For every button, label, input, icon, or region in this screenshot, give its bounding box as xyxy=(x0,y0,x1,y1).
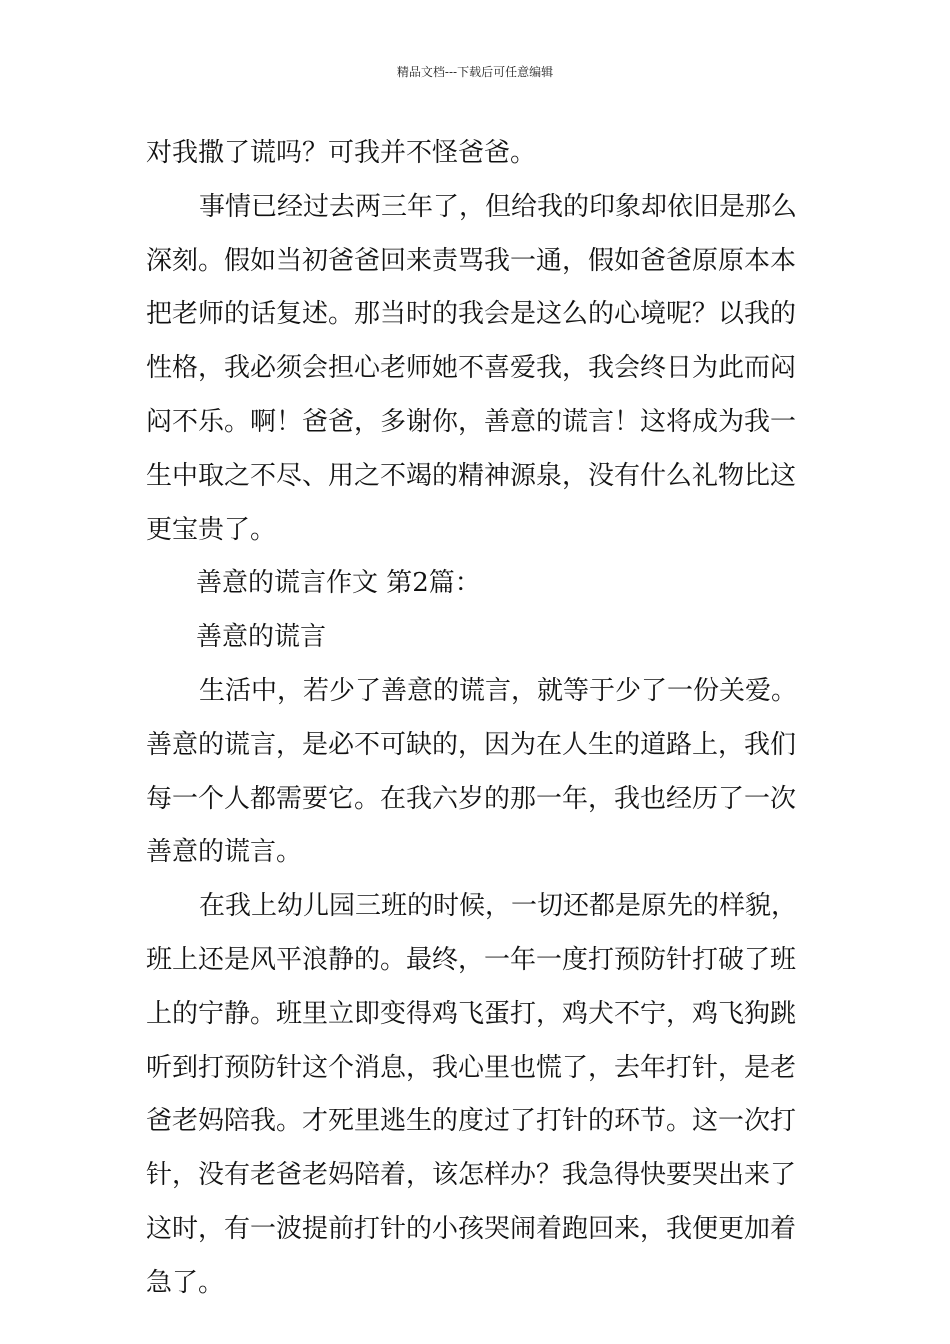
text-line: 爸老妈陪我。才死里逃生的度过了打针的环节。这一次打 xyxy=(146,1106,797,1137)
text-line: 性格，我必须会担心老师她不喜爱我，我会终日为此而闷 xyxy=(146,353,797,384)
text-line: 生活中，若少了善意的谎言，就等于少了一份关爱。 xyxy=(199,675,798,706)
text-line: 闷不乐。啊！爸爸，多谢你，善意的谎言！这将成为我一 xyxy=(146,406,797,437)
text-line: 善意的谎言。 xyxy=(146,837,303,868)
text-line: 班上还是风平浪静的。最终，一年一度打预防针打破了班 xyxy=(146,944,797,975)
text-line: 急了。 xyxy=(146,1267,225,1298)
text-line: 针，没有老爸老妈陪着，该怎样办？我急得快要哭出来了 xyxy=(146,1160,797,1191)
text-line: 每一个人都需要它。在我六岁的那一年，我也经历了一次 xyxy=(146,783,797,814)
text-line: 听到打预防针这个消息，我心里也慌了，去年打针，是老 xyxy=(146,1052,797,1083)
text-line: 生中取之不尽、用之不竭的精神源泉，没有什么礼物比这 xyxy=(146,460,797,491)
text-line: 上的宁静。班里立即变得鸡飞蛋打，鸡犬不宁，鸡飞狗跳 xyxy=(146,998,797,1029)
text-line: 这时，有一波提前打针的小孩哭闹着跑回来，我便更加着 xyxy=(146,1213,797,1244)
text-line: 更宝贵了。 xyxy=(146,514,277,545)
page-header: 精品文档---下载后可任意编辑 xyxy=(396,65,554,79)
text-line: 把老师的话复述。那当时的我会是这么的心境呢？以我的 xyxy=(146,299,797,330)
document-body xyxy=(146,127,822,1311)
text-line: 善意的谎言，是必不可缺的，因为在人生的道路上，我们 xyxy=(146,729,797,760)
article-title: 善意的谎言 xyxy=(196,622,327,653)
text-line: 对我撒了谎吗？可我并不怪爸爸。 xyxy=(146,138,537,168)
text-line: 在我上幼儿园三班的时候，一切还都是原先的样貌， xyxy=(199,891,798,922)
section-heading: 善意的谎言作文 第2篇： xyxy=(196,568,481,599)
text-line: 深刻。假如当初爸爸回来责骂我一通，假如爸爸原原本本 xyxy=(146,245,797,276)
text-line: 事情已经过去两三年了，但给我的印象却依旧是那么 xyxy=(199,191,798,222)
